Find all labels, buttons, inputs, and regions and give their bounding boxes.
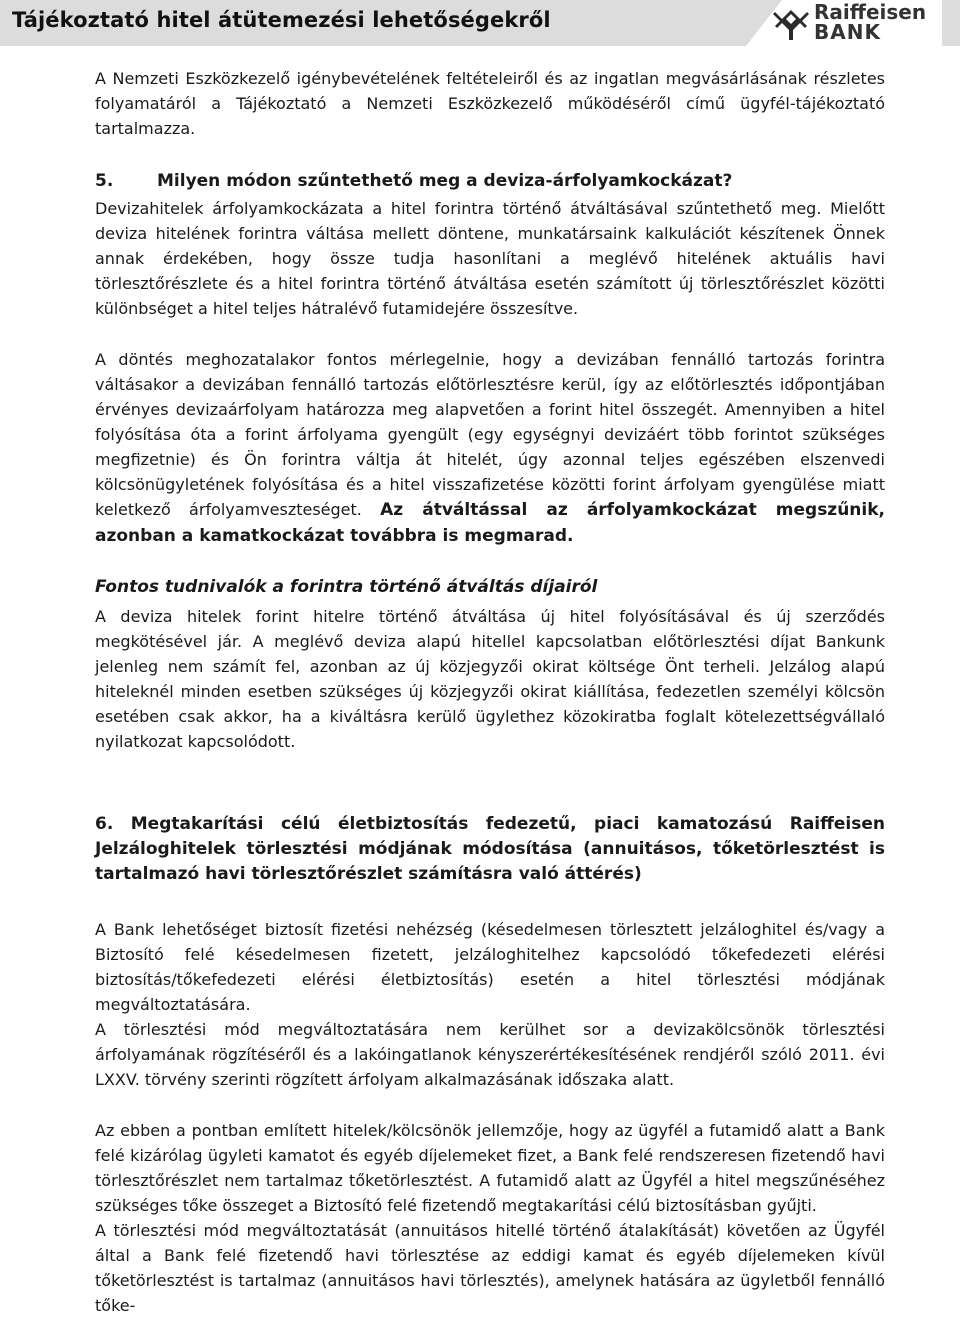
paragraph-intro: A Nemzeti Eszközkezelő igénybevételének feltételeiről és az ingatlan megvásárlásának részletes folyamatáról a Tájékoztató a Nemzeti Eszközkezelő működéséről című ügyfél-tájékoztató tartalmazza. bbox=[95, 69, 885, 138]
section-5-number: 5. bbox=[95, 171, 114, 191]
paragraph-loan-characteristics: Az ebben a pontban említett hitelek/kölcsönök jellemzője, hogy az ügyfél a futamidő alatt a Bank felé kizárólag ügyleti kamatot és egyéb díjelemeket fizet, a Bank felé rendszeresen fizetendő havi törlesztőrészlet nem tartalmaz tőketörlesztést. A futamidő alatt az Ügyfél a hitel megszűnéséhez szükséges tőke összeget a Biztosító felé fizetendő megtakarítási célú biztosításban gyűjti. bbox=[95, 1121, 885, 1215]
logo-edge bbox=[942, 0, 960, 46]
raiffeisen-logo bbox=[746, 0, 960, 46]
paragraph-annuity-change: A törlesztési mód megváltoztatását (annuitásos hitellé történő átalakítását) követően az Ügyfél által a Bank felé fizetendő havi törlesztése az eddigi kamat és egyéb díjelemeken kívül tőketörlesztést is tartalmaz (annuitásos havi törlesztés), amelynek hatására az ügyletből fennálló tőke- bbox=[95, 1221, 885, 1315]
document-body bbox=[95, 66, 885, 1318]
logo-line-2: BANK bbox=[814, 20, 881, 44]
paragraph-decision-text: A döntés meghozatalakor fontos mérlegelnie, hogy a devizában fennálló tartozás forintra váltásakor a devizában fennálló tartozás előtörlesztésre kerül, így az előtörlesztés időpontjában érvényes devizaárfolyam határozza meg alapvetően a forint hitel összegét. Amennyiben a hitel folyósítása óta a forint árfolyama gyengült (egy egységnyi devizáért több forintot szükséges megfizetnie) és Ön forintra váltja át hitelét, úgy azonnal teljes egészében elszenvedi kölcsönügyletének folyósítása és a hitel visszafizetése közötti forint árfolyam gyengülése miatt keletkező árfolyamveszteséget. bbox=[95, 350, 885, 519]
gable-cross-icon bbox=[772, 4, 810, 42]
section-6-heading: 6. Megtakarítási célú életbiztosítás fedezetű, piaci kamatozású Raiffeisen Jelzáloghitelek törlesztési módjának módosítása (annuitásos, tőketörlesztést is tartalmazó havi törlesztőrészlet számításra való áttérés) bbox=[95, 814, 885, 884]
paragraph-fees: A deviza hitelek forint hitelre történő átváltása új hitel folyósításával és új szerződés megkötésével jár. A meglévő deviza alapú hitellel kapcsolatban előtörlesztési díjat Bankunk jelenleg nem számít fel, azonban az új közjegyzői okirat költsége Önt terheli. Jelzálog alapú hiteleknél minden esetben szükséges új közjegyzői okirat kiállítása, fedezetlen személyi kölcsön esetében csak akkor, ha a kiváltásra kerülő ügylethez közokiratba foglalt kötelezettségvállaló nyilatkozat kapcsolódott. bbox=[95, 607, 885, 751]
paragraph-decision-bold: Az átváltással az árfolyamkockázat megszűnik, azonban a kamatkockázat továbbra is megmarad. bbox=[95, 500, 885, 546]
paragraph-decision bbox=[95, 347, 885, 549]
paragraph-payment-difficulty: A Bank lehetőséget biztosít fizetési nehézség (késedelmesen törlesztett jelzáloghitel és/vagy a Biztosító felé késedelmesen fizetett, jelzáloghitelhez kapcsolódó tőkefedezeti elérési biztosítás/tőkefedezeti elérési életbiztosítás) esetén a hitel törlesztési módjának megváltoztatására. bbox=[95, 920, 885, 1014]
logo-line-1: Raiffeisen bbox=[814, 0, 927, 24]
section-5-title: Milyen módon szűntethető meg a deviza-árfolyamkockázat? bbox=[157, 171, 733, 191]
page-header bbox=[0, 0, 960, 46]
page-title: Tájékoztató hitel átütemezési lehetőségekről bbox=[12, 8, 551, 32]
section-5-heading bbox=[95, 169, 885, 194]
fees-heading: Fontos tudnivalók a forintra történő átváltás díjairól bbox=[95, 577, 598, 597]
logo-wordmark bbox=[814, 2, 926, 42]
paragraph-restriction: A törlesztési mód megváltoztatására nem kerülhet sor a devizakölcsönök törlesztési árfolyamának rögzítéséről és a lakóingatlanok kényszerértékesítésének rendjéről szóló 2011. évi LXXV. törvény szerinti rögzített árfolyam alkalmazásának időszaka alatt. bbox=[95, 1020, 885, 1089]
paragraph-exchange-risk: Devizahitelek árfolyamkockázata a hitel forintra történő átváltásával szűntethető meg. Mielőtt deviza hitelének forintra váltása mellett döntene, munkatársaink kalkulációt készítenek Önnek annak érdekében, hogy össze tudja hasonlítani a meglévő hitelének aktuális havi törlesztőrészlete és a hitel forintra történő átváltása esetén számított új törlesztőrészlet közötti különbséget a hitel teljes hátralévő futamidejére összesítve. bbox=[95, 199, 885, 318]
